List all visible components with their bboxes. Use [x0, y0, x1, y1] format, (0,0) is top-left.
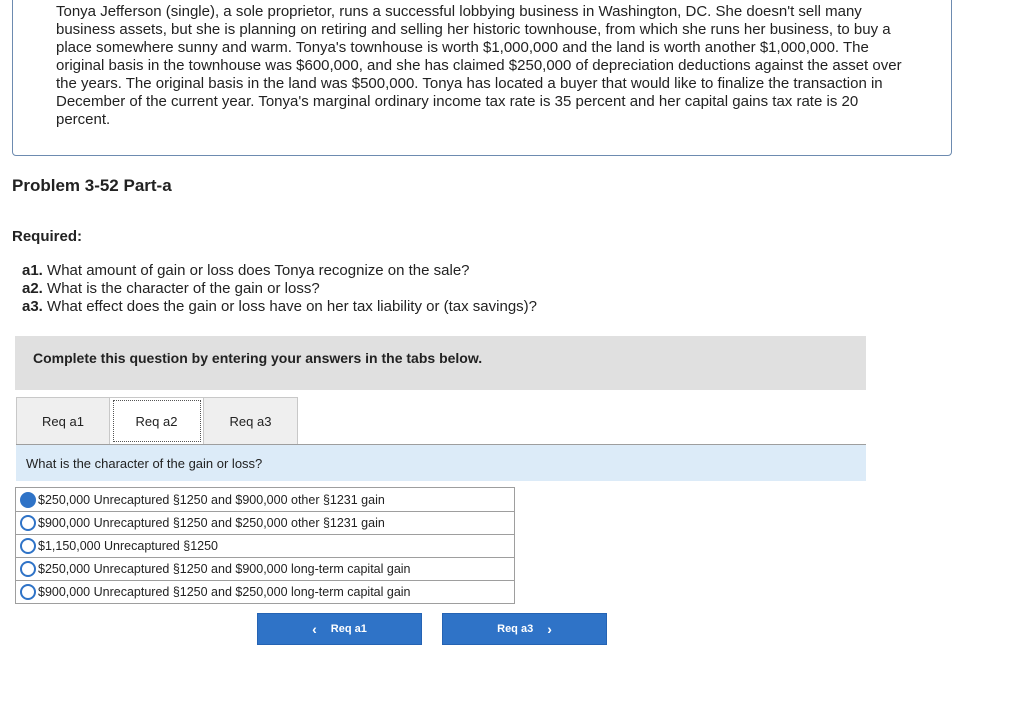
previous-req-button[interactable]: [257, 613, 422, 645]
chevron-right-icon: ›: [547, 621, 552, 637]
radio-button[interactable]: [20, 515, 36, 531]
requirements-list: [22, 262, 537, 316]
tab-label: Req a1: [42, 414, 84, 429]
previous-req-label: Req a1: [330, 623, 367, 635]
requirement-label: a1.: [22, 262, 43, 279]
next-req-label: Req a3: [497, 623, 534, 635]
required-label: Required:: [12, 228, 83, 245]
requirement-a2: [22, 280, 537, 298]
requirement-label: a2.: [22, 280, 43, 297]
radio-button[interactable]: [20, 538, 36, 554]
answer-options: [15, 487, 515, 604]
requirement-a3: [22, 298, 537, 316]
option-text: $250,000 Unrecaptured §1250 and $900,000 long-term capital gain: [38, 562, 411, 576]
requirement-label: a3.: [22, 298, 43, 315]
option-text: $250,000 Unrecaptured §1250 and $900,000 other §1231 gain: [38, 492, 385, 507]
answer-option-5[interactable]: [16, 580, 514, 603]
tab-label: Req a3: [229, 414, 272, 429]
next-req-button[interactable]: [442, 613, 607, 645]
answer-option-1[interactable]: [16, 488, 514, 511]
answer-option-3[interactable]: [16, 534, 514, 557]
requirement-text: What effect does the gain or loss have on her tax liability or (tax savings)?: [47, 298, 538, 315]
answer-option-2[interactable]: [16, 511, 514, 534]
problem-description: [12, 0, 952, 156]
requirement-tabs: [16, 397, 298, 445]
instruction-text: Complete this question by entering your answers in the tabs below.: [33, 350, 483, 366]
tab-req-a3[interactable]: [204, 397, 298, 445]
radio-button-selected[interactable]: [20, 492, 36, 508]
option-text: $900,000 Unrecaptured §1250 and $250,000 other §1231 gain: [38, 516, 385, 530]
chevron-left-icon: ‹: [312, 621, 317, 637]
radio-button[interactable]: [20, 561, 36, 577]
tab-label: Req a2: [135, 414, 178, 429]
requirement-text: What is the character of the gain or loss?: [47, 280, 320, 297]
problem-text: Tonya Jefferson (single), a sole proprietor, runs a successful lobbying business in Washington, DC. She doesn't sell many business assets, but she is planning on retiring and selling her historic townhouse, from which she runs her business, to buy a place somewhere sunny and warm. Tonya's townhouse is worth $1,000,000 and the land is worth another $1,000,000. The original basis in the townhouse was $600,000, and she has claimed $250,000 of depreciation deductions against the asset over the years. The original basis in the land was $500,000. Tonya has located a buyer that would like to finalize the transaction in December of the current year. Tonya's marginal ordinary income tax rate is 35 percent and her capital gains tax rate is 20 percent.: [56, 3, 902, 128]
question-prompt-bar: [16, 445, 866, 481]
option-text: $900,000 Unrecaptured §1250 and $250,000 long-term capital gain: [38, 585, 411, 599]
problem-title: Problem 3-52 Part-a: [12, 176, 172, 195]
instruction-banner: [15, 336, 866, 390]
requirement-text: What amount of gain or loss does Tonya recognize on the sale?: [47, 262, 470, 279]
radio-button[interactable]: [20, 584, 36, 600]
question-text: What is the character of the gain or loss?: [26, 456, 263, 471]
tab-req-a2[interactable]: [110, 397, 204, 445]
answer-option-4[interactable]: [16, 557, 514, 580]
requirement-a1: [22, 262, 537, 280]
tab-req-a1[interactable]: [16, 397, 110, 445]
option-text: $1,150,000 Unrecaptured §1250: [38, 539, 219, 553]
